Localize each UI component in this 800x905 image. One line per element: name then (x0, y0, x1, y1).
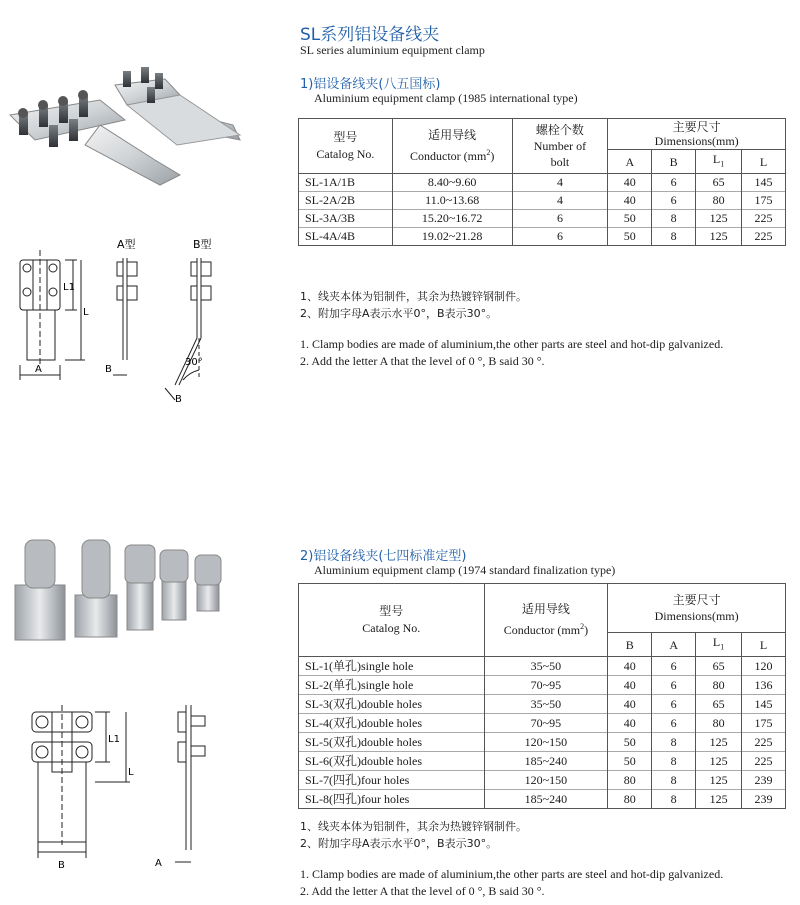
header-conductor-en: Conductor (mm (503, 623, 581, 638)
note1-en: 1. Clamp bodies are made of aluminium,the other parts are steel and hot-dip galvanized. (300, 337, 724, 351)
page-title-en: SL series aluminium equipment clamp (300, 43, 485, 57)
table-cell: 80 (608, 790, 652, 809)
table-cell: 50 (608, 752, 652, 771)
sub-header: A (608, 150, 652, 174)
header-model-en: Catalog No. (316, 147, 375, 162)
table-cell: 40 (608, 714, 652, 733)
table-cell: SL-3A/3B (299, 210, 393, 228)
table-row (299, 790, 786, 809)
table-cell: 120~150 (484, 771, 608, 790)
header-dim-en: Dimensions(mm) (654, 609, 739, 623)
table-cell: SL-2(单孔)single hole (299, 676, 485, 695)
table-row (299, 228, 786, 246)
label-a: A (155, 858, 162, 869)
table-cell: 80 (696, 192, 742, 210)
clamp-drawing-1 (5, 230, 250, 410)
header-bolt-en1: Number of (533, 139, 587, 154)
header-dim-cn: 主要尺寸 (672, 593, 721, 607)
header-model-cn: 型号 (379, 604, 404, 619)
table-cell: 8 (652, 228, 696, 246)
table-cell: 125 (696, 752, 742, 771)
note2-cn: 2、附加字母A表示水平0°，B表示30°。 (300, 837, 498, 850)
table-cell: 185~240 (484, 790, 608, 809)
table-cell: SL-4A/4B (299, 228, 393, 246)
clamp-drawing-2 (10, 700, 250, 880)
note2-cn: 2、附加字母A表示水平0°，B表示30°。 (300, 307, 498, 320)
table-row (299, 752, 786, 771)
sub-header: L (742, 633, 786, 657)
table-row (299, 174, 786, 192)
table-cell: 120~150 (484, 733, 608, 752)
label-a: A (35, 364, 42, 375)
clamp-photo-1 (5, 65, 245, 200)
table-cell: 125 (696, 790, 742, 809)
spec-table-1: 型号 Catalog No. 适用导线 Conductor $(mm^2)$ 螺栓个数 Number of bolt 主要尺寸 Dimensions(mm) A B $L_1$ L SL-1A/1B 8.40~9.60 4 40 6 65 145 SL-2A/2B 11.0~13.68 4 40 6 80 175 SL-3A/3B 15.20~16.72 6 50 8 125 225 SL-4A/4B 19.02~21.28 6 50 8 125 225 (298, 118, 786, 246)
header-conductor-cn: 适用导线 (521, 602, 570, 617)
label-b: B (105, 364, 112, 375)
table-cell: SL-6(双孔)double holes (299, 752, 485, 771)
table-cell: 8 (652, 771, 696, 790)
table-cell: SL-1(单孔)single hole (299, 657, 485, 676)
table-cell: 239 (742, 771, 786, 790)
table-cell: 40 (608, 695, 652, 714)
label-l: L (128, 767, 134, 778)
table-cell: 40 (608, 174, 652, 192)
label-l1: L1 (63, 282, 75, 293)
table-cell: 80 (696, 676, 742, 695)
table-cell: 19.02~21.28 (392, 228, 512, 246)
table-row (299, 192, 786, 210)
table-cell: 70~95 (484, 714, 608, 733)
table-cell: 175 (742, 714, 786, 733)
table-cell: 4 (512, 174, 608, 192)
table-cell: 225 (742, 210, 786, 228)
table-cell: 6 (652, 174, 696, 192)
table-row (299, 657, 786, 676)
table-cell: 11.0~13.68 (392, 192, 512, 210)
header-bolt-en2: bolt (550, 155, 570, 170)
table-cell: 50 (608, 210, 652, 228)
table-cell: 225 (742, 752, 786, 771)
table-cell: SL-5(双孔)double holes (299, 733, 485, 752)
table-cell: 6 (652, 714, 696, 733)
label-b2: B (175, 394, 182, 405)
label-type-a: A型 (117, 238, 136, 251)
table-cell: 8 (652, 733, 696, 752)
label-l1: L1 (108, 734, 120, 745)
header-model-cn: 型号 (333, 130, 358, 145)
table-cell: 8 (652, 790, 696, 809)
header-dim-en: Dimensions(mm) (654, 134, 739, 148)
table-cell: SL-1A/1B (299, 174, 393, 192)
page-title-cn: SL系列铝设备线夹 (300, 25, 440, 45)
table-cell: 40 (608, 657, 652, 676)
table-cell: 70~95 (484, 676, 608, 695)
table-cell: 125 (696, 228, 742, 246)
section2-title-en: Aluminium equipment clamp (1974 standard finalization type) (314, 563, 616, 577)
section1-title-cn: 1)铝设备线夹(八五国标) (300, 77, 441, 92)
note2-en: 2. Add the letter A that the level of 0 °, B said 30 °. (300, 354, 545, 368)
header-bolt-cn: 螺栓个数 (535, 123, 584, 138)
table-cell: 145 (742, 174, 786, 192)
table-row (299, 771, 786, 790)
table-cell: 40 (608, 676, 652, 695)
table-cell: SL-3(双孔)double holes (299, 695, 485, 714)
table-cell: 125 (696, 210, 742, 228)
sub-header: $L_1$ (696, 150, 742, 174)
table-cell: 65 (696, 657, 742, 676)
sub-header: B (608, 633, 652, 657)
section2-title-cn: 2)铝设备线夹(七四标准定型) (300, 549, 467, 564)
sub-header: B (652, 150, 696, 174)
table-cell: 65 (696, 174, 742, 192)
table-cell: 15.20~16.72 (392, 210, 512, 228)
header-conductor-en: Conductor (mm (410, 149, 487, 164)
table-cell: 65 (696, 695, 742, 714)
table-cell: 120 (742, 657, 786, 676)
table-row (299, 695, 786, 714)
table-cell: 125 (696, 733, 742, 752)
table-row (299, 733, 786, 752)
table-cell: 8 (652, 752, 696, 771)
table-row (299, 676, 786, 695)
note1-cn: 1、线夹本体为铝制件，其余为热镀锌钢制件。 (300, 820, 527, 833)
table-cell: 6 (512, 210, 608, 228)
table-cell: 175 (742, 192, 786, 210)
table-cell: 4 (512, 192, 608, 210)
table-cell: 6 (652, 695, 696, 714)
note1-cn: 1、线夹本体为铝制件，其余为热镀锌钢制件。 (300, 290, 527, 303)
header-conductor-cn: 适用导线 (428, 128, 477, 143)
table-cell: 225 (742, 228, 786, 246)
label-b: B (58, 860, 65, 871)
table-cell: 6 (652, 192, 696, 210)
table-cell: 8 (652, 210, 696, 228)
section1-title-en: Aluminium equipment clamp (1985 international type) (314, 91, 578, 105)
table-cell: 50 (608, 228, 652, 246)
note1-en: 1. Clamp bodies are made of aluminium,the other parts are steel and hot-dip galvanized. (300, 867, 724, 881)
table-cell: 145 (742, 695, 786, 714)
table-cell: 8.40~9.60 (392, 174, 512, 192)
table-cell: 239 (742, 790, 786, 809)
table-cell: SL-2A/2B (299, 192, 393, 210)
table-cell: SL-7(四孔)four holes (299, 771, 485, 790)
label-l: L (83, 307, 89, 318)
table-cell: SL-4(双孔)double holes (299, 714, 485, 733)
table-cell: SL-8(四孔)four holes (299, 790, 485, 809)
header-model-en: Catalog No. (362, 621, 421, 636)
table-cell: 80 (608, 771, 652, 790)
clamp-photo-2 (10, 535, 235, 645)
table-cell: 80 (696, 714, 742, 733)
table-cell: 6 (652, 657, 696, 676)
sub-header: A (652, 633, 696, 657)
table-cell: 136 (742, 676, 786, 695)
table-cell: 6 (512, 228, 608, 246)
table-cell: 40 (608, 192, 652, 210)
label-type-b: B型 (193, 238, 212, 251)
table-cell: 185~240 (484, 752, 608, 771)
table-row (299, 714, 786, 733)
table-cell: 6 (652, 676, 696, 695)
note2-en: 2. Add the letter A that the level of 0 °, B said 30 °. (300, 884, 545, 898)
table-cell: 35~50 (484, 695, 608, 714)
table-cell: 35~50 (484, 657, 608, 676)
sub-header: $L_1$ (696, 633, 742, 657)
table-cell: 125 (696, 771, 742, 790)
label-angle: 30° (185, 357, 203, 368)
table-cell: 50 (608, 733, 652, 752)
header-dim-cn: 主要尺寸 (672, 120, 721, 134)
table-row (299, 210, 786, 228)
table-cell: 225 (742, 733, 786, 752)
spec-table-2: 型号 Catalog No. 适用导线 Conductor $(mm^2)$ 主要尺寸 Dimensions(mm) B A $L_1$ L SL-1(单孔)single hole 35~50 40 6 65 120 SL-2(单孔)single hole 70~95 40 6 80 136 SL-3(双孔)double holes 35~50 40 6 65 145 SL-4(双孔)double holes 70~95 40 6 80 175 SL-5(双孔)double holes 120~150 50 8 125 225 SL-6(双孔)double holes 185~240 50 8 125 225 SL-7(四孔)four holes 120~150 80 8 125 239 SL-8(四孔)four holes 185~240 80 8 125 239 (298, 583, 786, 809)
sub-header: L (742, 150, 786, 174)
